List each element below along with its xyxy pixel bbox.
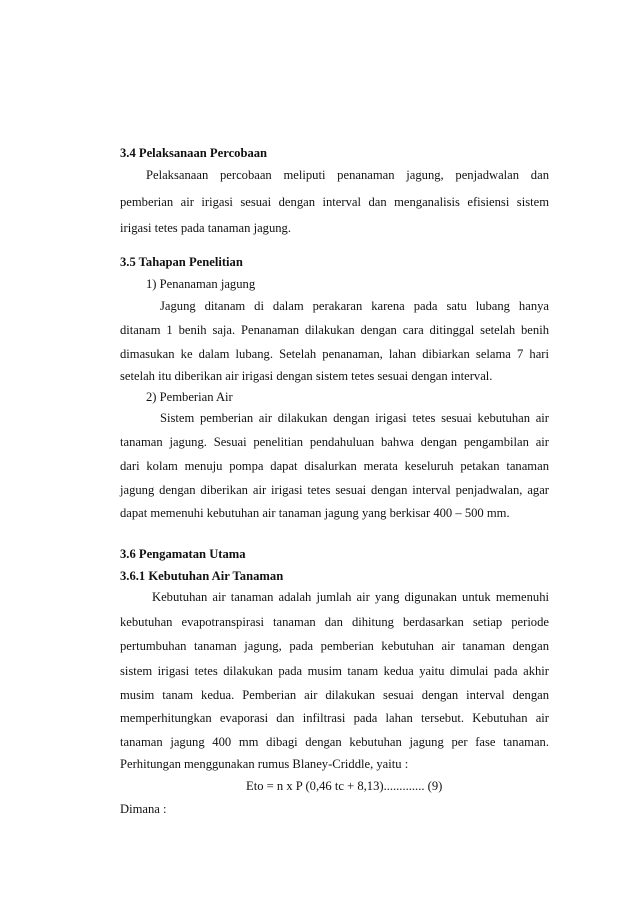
paragraph-line: pertumbuhan tanaman jagung, pada pemberian kebutuhan air tanaman dengan — [120, 639, 549, 653]
paragraph-line: kebutuhan evapotranspirasi tanaman dan dihitung berdasarkan setiap periode — [120, 615, 549, 629]
paragraph-line: Sistem pemberian air dilakukan dengan irigasi tetes sesuai kebutuhan air — [160, 411, 549, 425]
equation-eto: Eto = n x P (0,46 tc + 8,13)............. (9) — [246, 779, 443, 793]
paragraph-line: dari kolam menuju pompa dapat disalurkan merata keseluruh petakan tanaman — [120, 459, 549, 473]
list-item-label: 2) Pemberian Air — [146, 390, 233, 404]
dimana-label: Dimana : — [120, 802, 167, 816]
paragraph-line: setelah itu diberikan air irigasi dengan sistem tetes sesuai dengan interval. — [120, 369, 493, 383]
section-heading-3-6: 3.6 Pengamatan Utama — [120, 547, 246, 561]
paragraph-line: Jagung ditanam di dalam perakaran karena pada satu lubang hanya — [160, 299, 549, 313]
list-item-label: 1) Penanaman jagung — [146, 277, 256, 291]
paragraph-line: tanaman jagung 400 mm dibagi dengan kebutuhan jagung per fase tanaman. — [120, 735, 549, 749]
paragraph-line: memperhitungkan evaporasi dan infiltrasi pada lahan tersebut. Kebutuhan air — [120, 711, 549, 725]
paragraph-line: ditanam 1 benih saja. Penanaman dilakukan dengan cara ditinggal setelah benih — [120, 323, 549, 337]
subsection-heading-3-6-1: 3.6.1 Kebutuhan Air Tanaman — [120, 569, 284, 583]
paragraph-line: jagung dengan diberikan air irigasi tetes sesuai dengan interval penjadwalan, agar — [120, 483, 549, 497]
section-heading-3-4: 3.4 Pelaksanaan Percobaan — [120, 146, 268, 160]
paragraph-line: tanaman jagung. Sesuai penelitian pendahuluan bahwa dengan pengambilan air — [120, 435, 549, 449]
paragraph-line: sistem irigasi tetes dilakukan pada musim tanam kedua yaitu dimulai pada akhir — [120, 664, 549, 678]
paragraph-line: pemberian air irigasi sesuai dengan interval dan menganalisis efisiensi sistem — [120, 195, 549, 209]
paragraph-line: Pelaksanaan percobaan meliputi penanaman jagung, penjadwalan dan — [146, 168, 549, 182]
paragraph-line: dapat memenuhi kebutuhan air tanaman jagung yang berkisar 400 – 500 mm. — [120, 506, 510, 520]
paragraph-line: dimasukan ke dalam lubang. Setelah penanaman, lahan dibiarkan selama 7 hari — [120, 347, 549, 361]
section-heading-3-5: 3.5 Tahapan Penelitian — [120, 255, 243, 269]
paragraph-line: musim tanam kedua. Pemberian air dilakukan sesuai dengan interval dengan — [120, 688, 549, 702]
paragraph-line: Perhitungan menggunakan rumus Blaney-Criddle, yaitu : — [120, 757, 409, 771]
paragraph-line: Kebutuhan air tanaman adalah jumlah air yang digunakan untuk memenuhi — [152, 590, 549, 604]
paragraph-line: irigasi tetes pada tanaman jagung. — [120, 221, 292, 235]
